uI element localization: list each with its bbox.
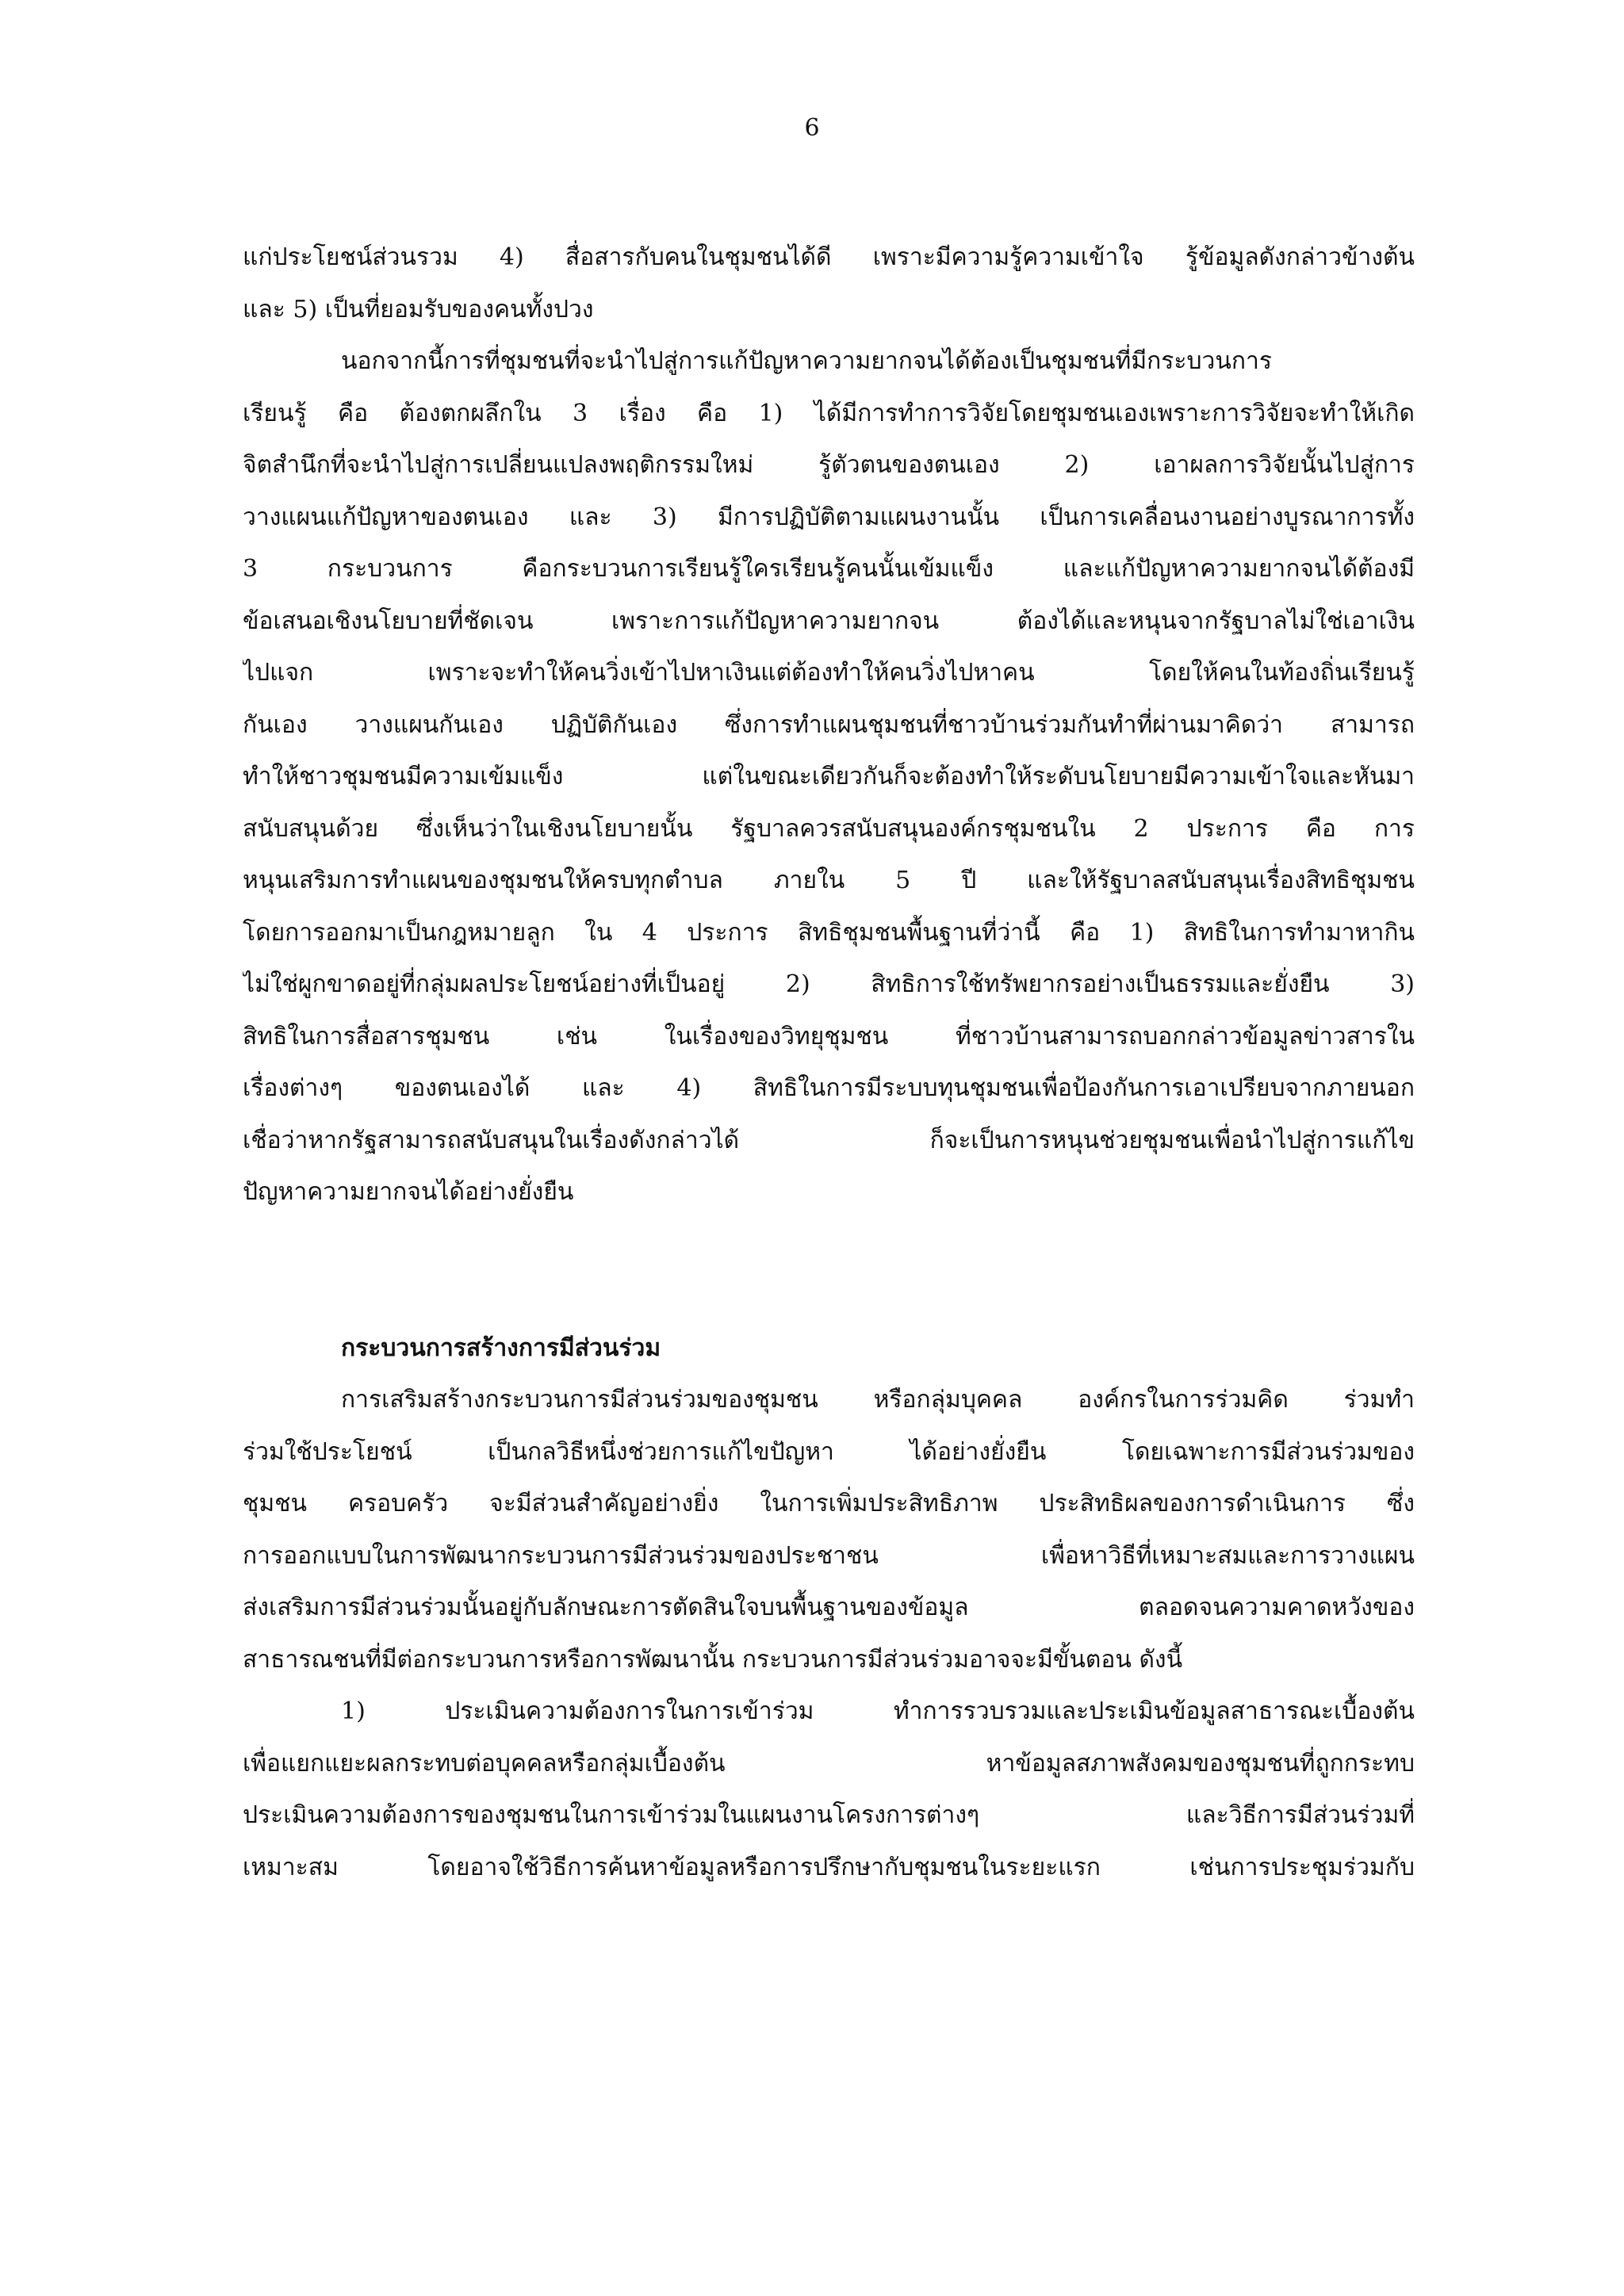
text-line: ส่งเสริมการมีส่วนร่วมนั้นอยู่กับลักษณะการตัดสินใจบนพื้นฐานของข้อมูล ตลอดจนความคาดหวังของ (243, 1594, 1415, 1621)
text-line: การเสริมสร้างกระบวนการมีส่วนร่วมของชุมชน หรือกลุ่มบุคคล องค์กรในการร่วมคิด ร่วมทำ (341, 1386, 1415, 1414)
paragraph-step-1 (243, 1686, 1415, 1893)
text-line: การออกแบบในการพัฒนากระบวนการมีส่วนร่วมของประชาชน เพื่อหาวิธีที่เหมาะสมและการวางแผน (243, 1541, 1415, 1570)
text-line: และ 5) เป็นที่ยอมรับของคนทั้งปวง (243, 295, 594, 323)
paragraph-community-learning (243, 335, 1415, 1219)
text-line: โดยการออกมาเป็นกฎหมายลูก ใน 4 ประการ สิทธิชุมชนพื้นฐานที่ว่านี้ คือ 1) สิทธิในการทำมาหากิน (243, 918, 1415, 947)
text-line: เพื่อแยกแยะผลกระทบต่อบุคคลหรือกลุ่มเบื้องต้น หาข้อมูลสภาพสังคมของชุมชนที่ถูกกระทบ (243, 1749, 1415, 1777)
paragraph-continuation (243, 232, 1415, 335)
text-line: เหมาะสม โดยอาจใช้วิธีการค้นหาข้อมูลหรือการปรึกษากับชุมชนในระยะแรก เช่นการประชุมร่วมกับ (243, 1853, 1415, 1881)
text-line: สิทธิในการสื่อสารชุมชน เช่น ในเรื่องของวิทยุชุมชน ที่ชาวบ้านสามารถบอกกล่าวข้อมูลข่าวสารใน (243, 1022, 1415, 1050)
document-body (243, 232, 1415, 1893)
text-line: เชื่อว่าหากรัฐสามารถสนับสนุนในเรื่องดังกล่าวได้ ก็จะเป็นการหนุนช่วยชุมชนเพื่อนำไปสู่การแก้ไข (243, 1126, 1415, 1154)
text-line: เรื่องต่างๆ ของตนเองได้ และ 4) สิทธิในการมีระบบทุนชุมชนเพื่อป้องกันการเอาเปรียบจากภายนอก (243, 1074, 1415, 1102)
text-line: ข้อเสนอเชิงนโยบายที่ชัดเจน เพราะการแก้ปัญหาความยากจน ต้องได้และหนุนจากรัฐบาลไม่ใช่เอาเงิน (243, 607, 1415, 635)
text-line: ทำให้ชาวชุมชนมีความเข้มแข็ง แต่ในขณะเดียวกันก็จะต้องทำให้ระดับนโยบายมีความเข้าใจและหันมา (243, 763, 1415, 790)
text-line: สาธารณชนที่มีต่อกระบวนการหรือการพัฒนานั้น กระบวนการมีส่วนร่วมอาจจะมีขั้นตอน ดังนี้ (243, 1645, 1183, 1674)
text-line: 1) ประเมินความต้องการในการเข้าร่วม ทำการรวบรวมและประเมินข้อมูลสาธารณะเบื้องต้น (341, 1697, 1415, 1725)
text-line: ประเมินความต้องการของชุมชนในการเข้าร่วมในแผนงานโครงการต่างๆ และวิธีการมีส่วนร่วมที่ (243, 1801, 1415, 1829)
text-line: จิตสำนึกที่จะนำไปสู่การเปลี่ยนแปลงพฤติกรรมใหม่ รู้ตัวตนของตนเอง 2) เอาผลการวิจัยนั้นไปสู่การ (243, 451, 1415, 479)
section-heading: กระบวนการสร้างการมีส่วนร่วม (341, 1334, 661, 1362)
text-line: วางแผนแก้ปัญหาของตนเอง และ 3) มีการปฏิบัติตามแผนงานนั้น เป็นการเคลื่อนงานอย่างบูรณาการทั้ง (243, 503, 1415, 531)
text-line: ปัญหาความยากจนได้อย่างยั่งยืน (243, 1178, 574, 1206)
text-line: หนุนเสริมการทำแผนของชุมชนให้ครบทุกตำบล ภายใน 5 ปี และให้รัฐบาลสนับสนุนเรื่องสิทธิชุมชน (243, 867, 1415, 894)
text-line: แก่ประโยชน์ส่วนรวม 4) สื่อสารกับคนในชุมชนได้ดี เพราะมีความรู้ความเข้าใจ รู้ข้อมูลดังกล่าวข้างต้น (243, 243, 1415, 271)
text-line: ชุมชน ครอบครัว จะมีส่วนสำคัญอย่างยิ่ง ในการเพิ่มประสิทธิภาพ ประสิทธิผลของการดำเนินการ ซึ่ง (243, 1490, 1415, 1517)
text-line: เรียนรู้ คือ ต้องตกผลึกใน 3 เรื่อง คือ 1) ได้มีการทำการวิจัยโดยชุมชนเองเพราะการวิจัยจะทำให้เกิด (243, 399, 1415, 427)
text-line: สนับสนุนด้วย ซึ่งเห็นว่าในเชิงนโยบายนั้น รัฐบาลควรสนับสนุนองค์กรชุมชนใน 2 ประการ คือ การ (243, 814, 1415, 843)
section-spacer (243, 1219, 1415, 1322)
text-line: 3 กระบวนการ คือกระบวนการเรียนรู้ใครเรียนรู้คนนั้นเข้มแข็ง และแก้ปัญหาความยากจนได้ต้องมี (243, 555, 1415, 583)
paragraph-participation (243, 1374, 1415, 1686)
text-line: นอกจากนี้การที่ชุมชนที่จะนำไปสู่การแก้ปัญหาความยากจนได้ต้องเป็นชุมชนที่มีกระบวนการ (341, 347, 1272, 375)
text-line: ไปแจก เพราะจะทำให้คนวิ่งเข้าไปหาเงินแต่ต้องทำให้คนวิ่งไปหาคน โดยให้คนในท้องถิ่นเรียนรู้ (243, 659, 1415, 687)
page-number: 6 (804, 114, 820, 142)
text-line: ร่วมใช้ประโยชน์ เป็นกลวิธีหนึ่งช่วยการแก้ไขปัญหา ได้อย่างยั่งยืน โดยเฉพาะการมีส่วนร่วมของ (243, 1437, 1415, 1466)
text-line: กันเอง วางแผนกันเอง ปฏิบัติกันเอง ซึ่งการทำแผนชุมชนที่ชาวบ้านร่วมกันทำที่ผ่านมาคิดว่า สามารถ (243, 710, 1415, 739)
text-line: ไม่ใช่ผูกขาดอยู่ที่กลุ่มผลประโยชน์อย่างที่เป็นอยู่ 2) สิทธิการใช้ทรัพยากรอย่างเป็นธรรมและยั่งยืน 3) (243, 970, 1415, 998)
